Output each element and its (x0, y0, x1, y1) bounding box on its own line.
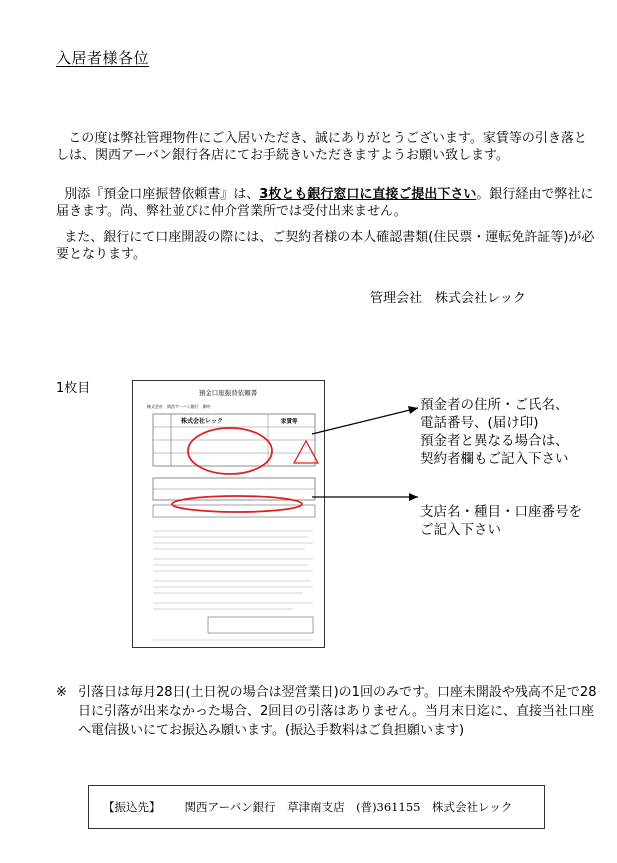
note-text: 引落日は毎月28日(土日祝の場合は翌営業日)の1回のみです。口座未開設や残高不足で28日に引落が出来なかった場合、2回目の引落はありません。当月末日迄に、直接当社口座へ電信扱いにてお振込み願います。(振込手数料はご負担願います) (78, 685, 597, 738)
withdrawal-note (56, 683, 601, 740)
transfer-destination-box (88, 785, 545, 829)
intro-text-1: この度は弊社管理物件にご入居いただき、誠にありがとうございます。家賃等の引き落としは、関西アーバン銀行各店にてお手続きいただきますようお願い致します。 (56, 131, 587, 163)
callout-line: ご記入下さい (420, 522, 501, 538)
highlight-circle-account (172, 496, 302, 512)
callout-account-instructions (420, 503, 582, 539)
callout-address-instructions (420, 396, 569, 468)
form-sample-svg (133, 381, 324, 647)
callout-line: 預金者と異なる場合は、 (420, 433, 569, 449)
callout-line: 支店名・種目・口座番号を (420, 504, 582, 520)
form-sub: 株式会社 関西アーバン銀行 御中 (147, 404, 211, 409)
intro-text-2a: 別添『預金口座振替依頼書』は、 (64, 187, 260, 202)
intro-text-2b: 。銀行経由で弊社に届きます。尚、弊社並びに仲介営業所では受付出来ません。 (56, 187, 594, 219)
arrow-head-two-icon (409, 493, 418, 501)
submission-emphasis: 3枚とも銀行窓口に直接ご提出下さい (259, 187, 477, 202)
transfer-detail: 関西アーバン銀行 草津南支店 (普)361155 株式会社レック (184, 800, 513, 814)
intro-paragraph-2 (56, 186, 596, 220)
transfer-label: 【振込先】 (103, 800, 161, 814)
management-company: 管理会社 株式会社レック (370, 291, 526, 306)
callout-arrows (300, 390, 425, 510)
intro-text-3: また、銀行にて口座開設の際には、ご契約者様の本人確認書類(住民票・運転免許証等)が必要となります。 (56, 230, 595, 262)
form-company-name: 株式会社レック (181, 418, 223, 425)
callout-line: 契約者欄もご記入下さい (420, 451, 569, 467)
arrow-to-callout-one (312, 408, 418, 434)
form-stamp: 家賃等 (281, 419, 298, 425)
intro-paragraph-3 (56, 229, 596, 263)
intro-paragraph-1 (56, 130, 596, 164)
form-heading: 預金口座振替依頼書 (198, 389, 258, 397)
note-mark: ※ (56, 685, 67, 700)
sheet-label: 1枚目 (56, 381, 91, 396)
callout-line: 電話番号、(届け印) (420, 415, 539, 431)
form-sample-image (132, 380, 325, 648)
page-title: 入居者様各位 (56, 49, 150, 67)
callout-line: 預金者の住所・ご氏名、 (420, 397, 569, 413)
highlight-circle-address (188, 428, 272, 474)
arrow-head-one-icon (408, 406, 418, 414)
